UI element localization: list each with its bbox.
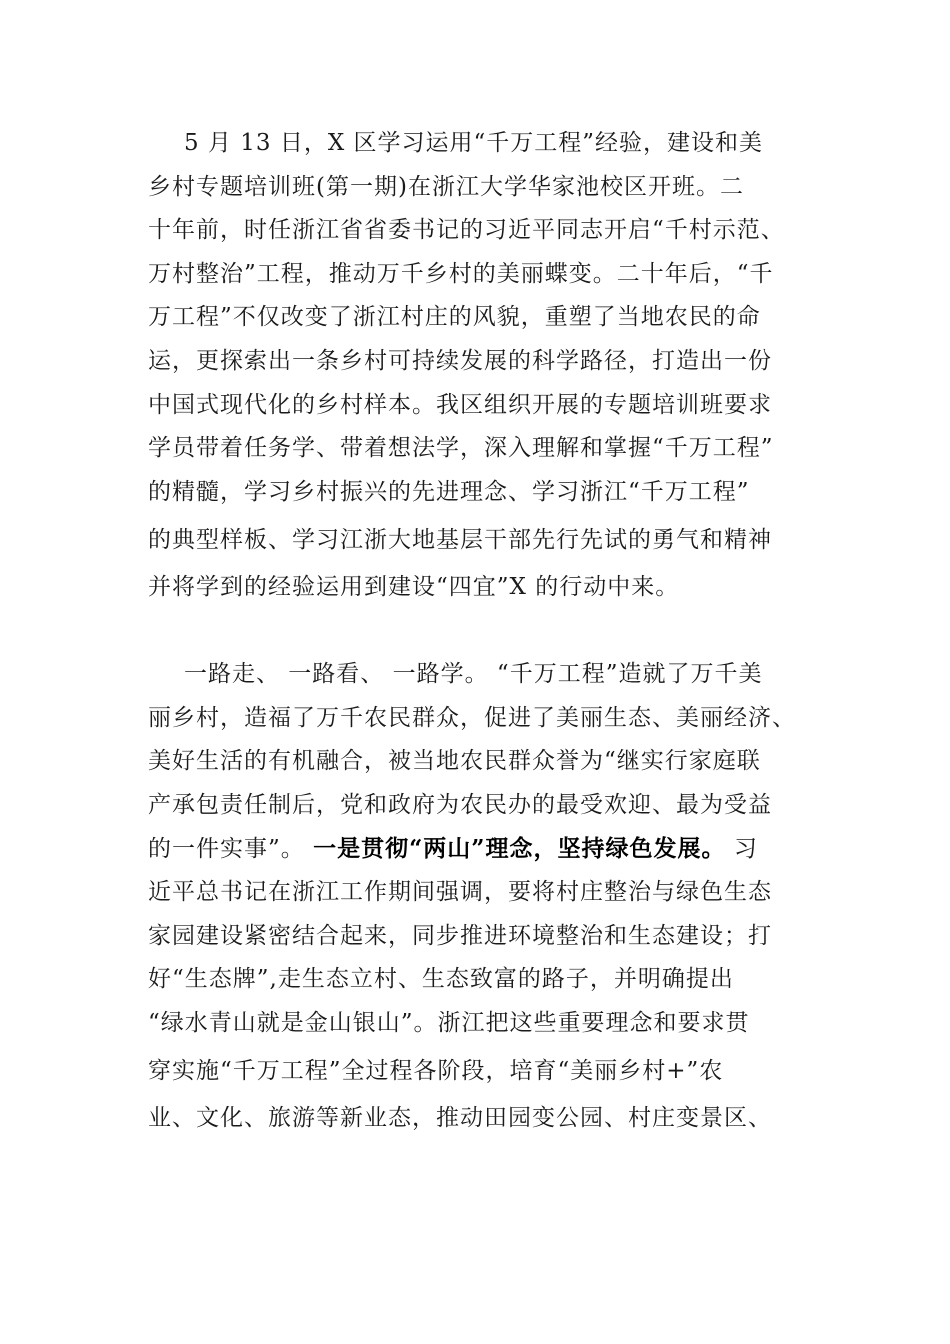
paragraph-1-line: 并将学到的经验运用到建设“四宜”X 的行动中来。 [148,574,680,601]
paragraph-2-line: 丽乡村，造福了万千农民群众，促进了美丽生态、美丽经济、 [148,704,796,731]
paragraph-1-line: 5 月 13 日，X 区学习运用“千万工程”经验，建设和美 [184,130,764,156]
paragraph-1 [148,122,808,610]
paragraph-2-line: 产承包责任制后，党和政府为农民办的最受欢迎、最为受益 [148,791,772,818]
paragraph-2-line-text: 习 [725,836,758,863]
paragraph-2 [148,653,808,1141]
paragraph-1-line: 学员带着任务学、带着想法学，深入理解和掌握“千万工程” [148,435,774,462]
paragraph-1-line: 运，更探索出一条乡村可持续发展的科学路径，打造出一份 [148,347,772,374]
paragraph-2-line: 近平总书记在浙江工作期间强调，要将村庄整治与绿色生态 [148,878,772,905]
paragraph-2-line-with-heading [148,827,808,871]
paragraph-2-line: 好“生态牌”,走生态立村、生态致富的路子，并明确提出 [148,966,734,993]
paragraph-2-line: “绿水青山就是金山银山”。浙江把这些重要理念和要求贯 [148,1009,750,1036]
paragraph-1-line: 万工程”不仅改变了浙江村庄的风貌，重塑了当地农民的命 [148,304,761,331]
paragraph-2-line: 美好生活的有机融合，被当地农民群众誉为“继实行家庭联 [148,748,761,775]
paragraph-2-line-text: 的一件实事”。 [148,836,314,863]
paragraph-1-line: 乡村专题培训班(第一期)在浙江大学华家池校区开班。二 [148,173,744,200]
paragraph-2-line: 穿实施“千万工程”全过程各阶段，培育“美丽乡村+”农 [148,1058,724,1085]
paragraph-1-line: 中国式现代化的乡村样本。我区组织开展的专题培训班要求 [148,391,772,418]
paragraph-1-line: 万村整治”工程，推动万千乡村的美丽蝶变。二十年后，“千 [148,260,774,287]
paragraph-1-line: 的典型样板、学习江浙大地基层干部先行先试的勇气和精神 [148,527,772,554]
paragraph-1-line: 的精髓，学习乡村振兴的先进理念、学习浙江“千万工程” [148,478,750,505]
paragraph-2-line: 业、文化、旅游等新业态，推动田园变公园、村庄变景区、 [148,1105,772,1132]
paragraph-2-line: 一路走、 一路看、 一路学。 “千万工程”造就了万千美 [184,661,763,687]
bold-subheading: 一是贯彻“两山”理念，坚持绿色发展。 [313,835,726,863]
paragraph-1-line: 十年前，时任浙江省省委书记的习近平同志开启“千村示范、 [148,217,785,244]
paragraph-2-line: 家园建设紧密结合起来，同步推进环境整治和生态建设；打 [148,922,772,949]
